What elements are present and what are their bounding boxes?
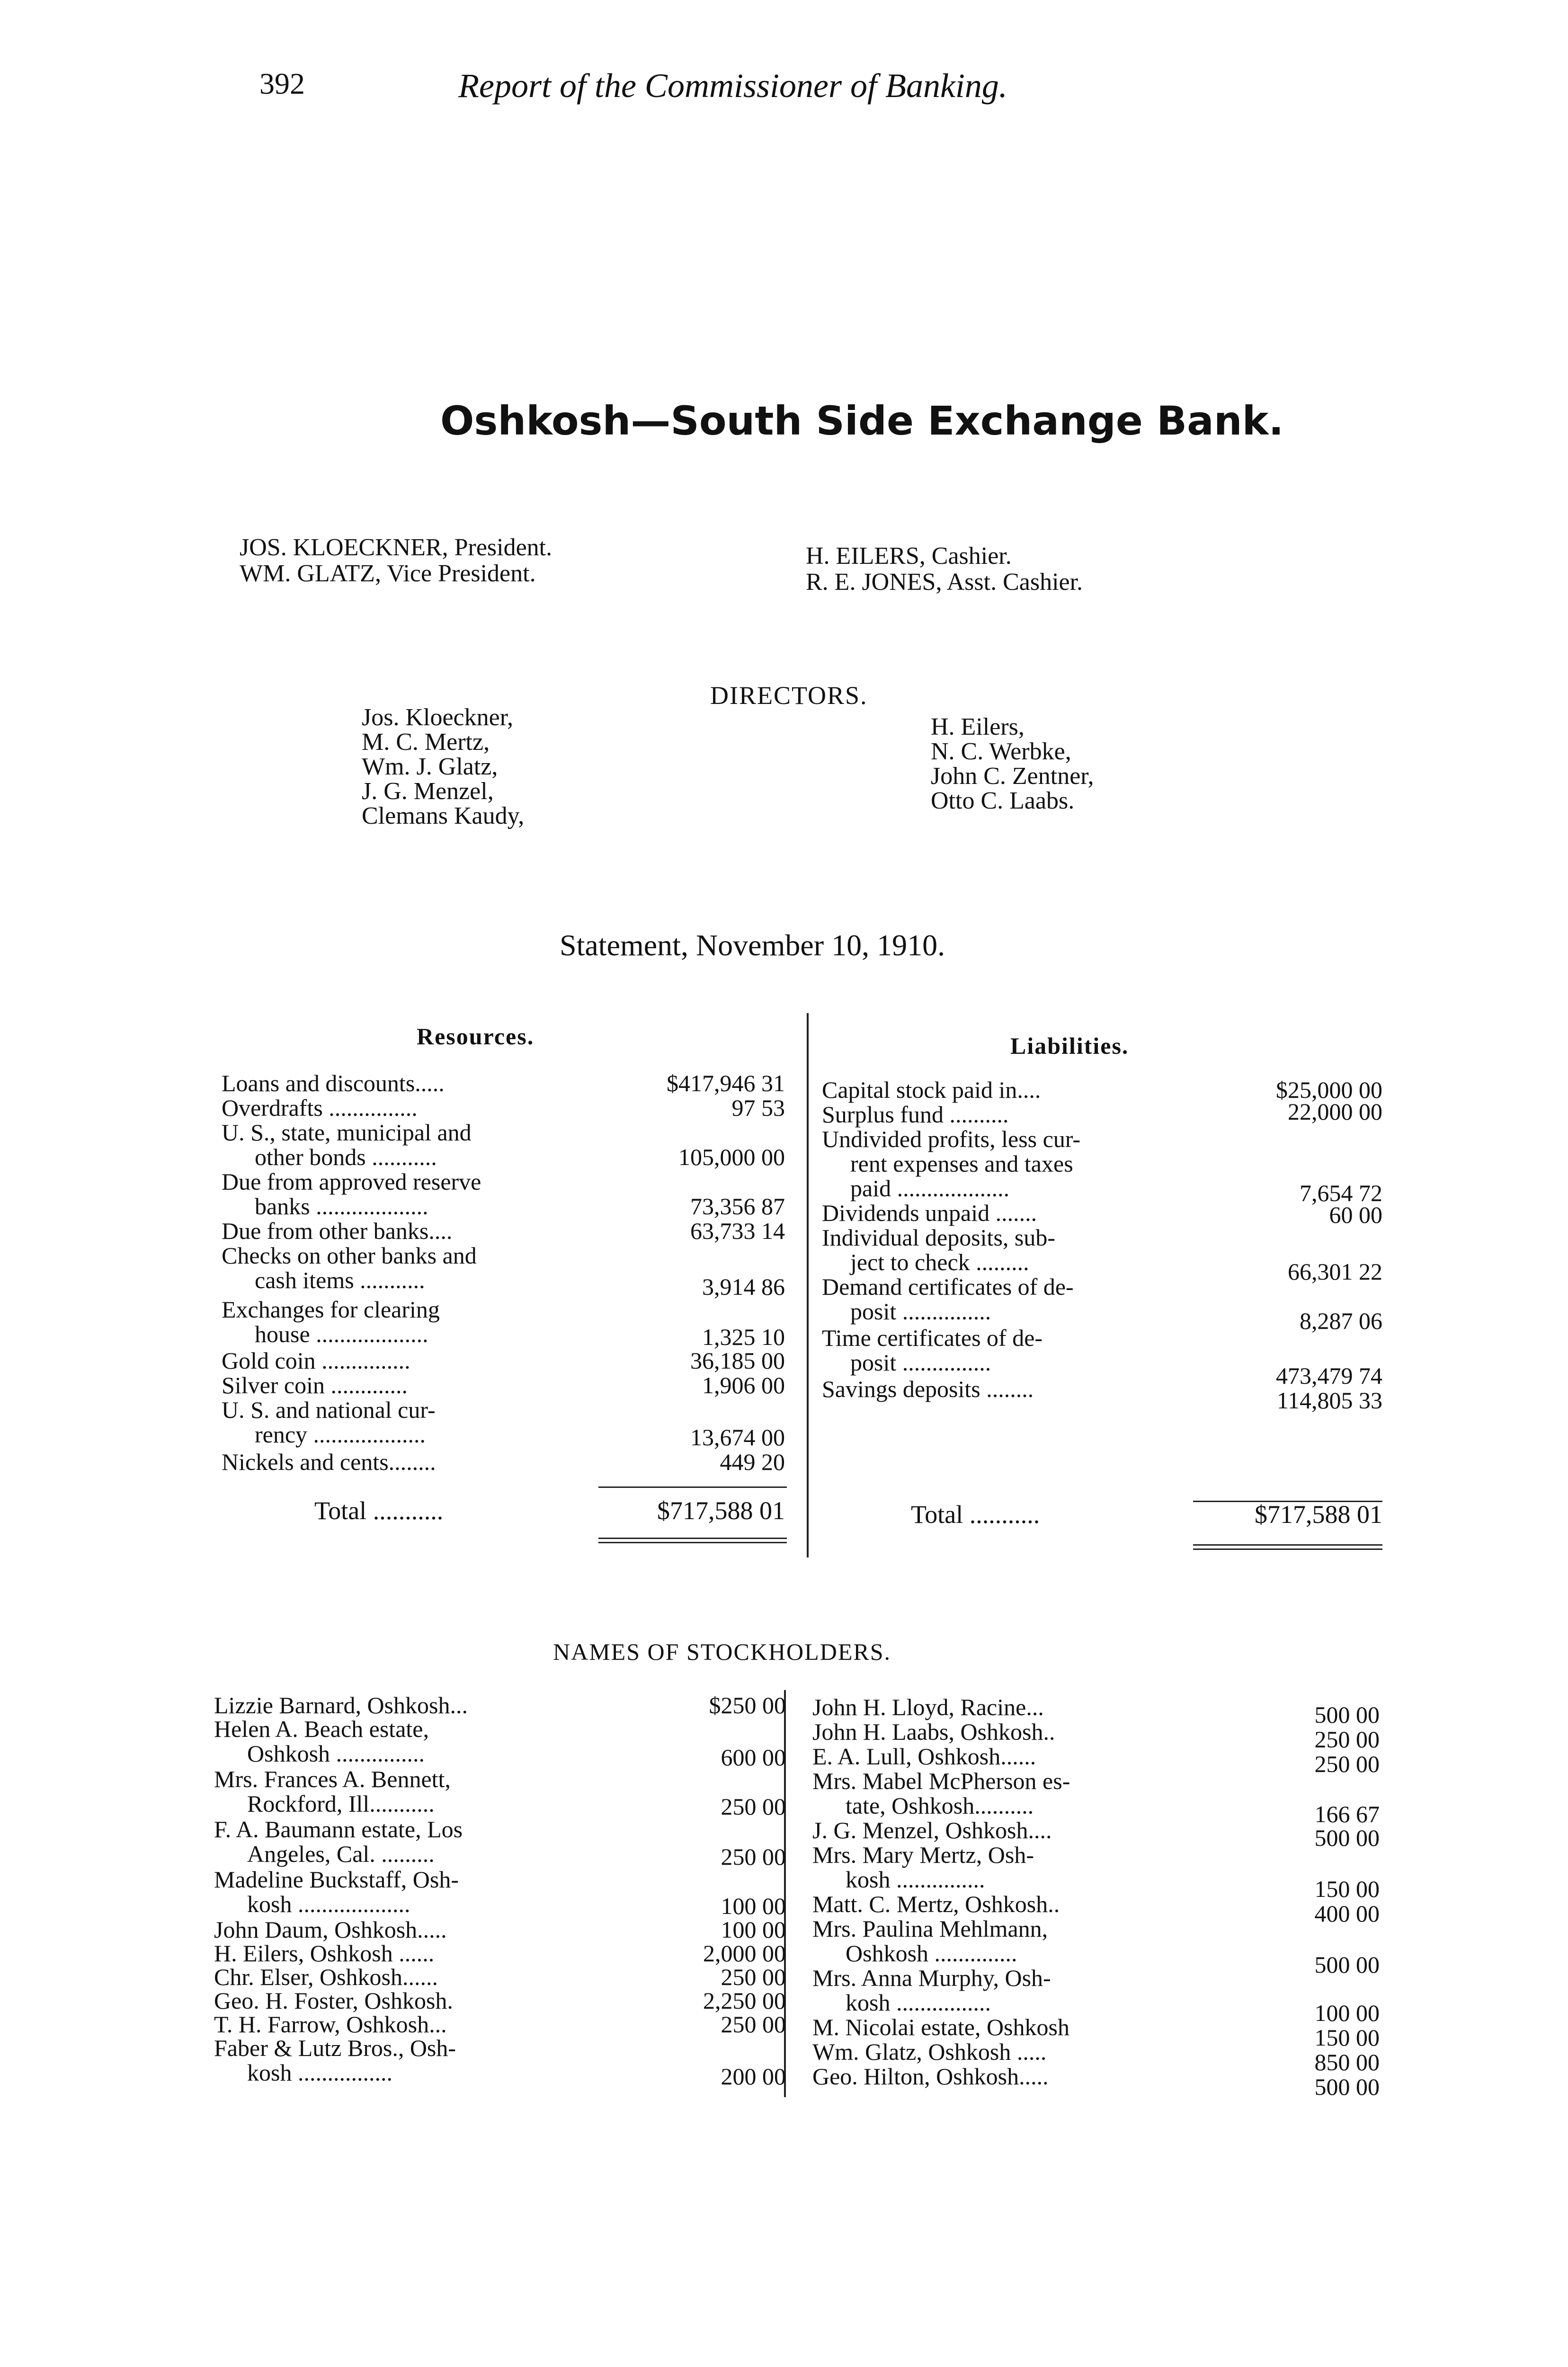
liability-amount: 7,654 72 [1300, 1180, 1382, 1206]
resources-total-rule [598, 1486, 787, 1488]
director-name: J. G. Menzel, [362, 778, 494, 805]
directors-heading: DIRECTORS. [710, 681, 868, 710]
liability-amount: 60 00 [1329, 1201, 1382, 1228]
resource-amount: 63,733 14 [690, 1218, 785, 1244]
stockholder-row: John Daum, Oshkosh..... [214, 1916, 447, 1943]
stockholder-row: John H. Laabs, Oshkosh.. [812, 1718, 1055, 1745]
liabilities-total-amount: $717,588 01 [1255, 1500, 1382, 1529]
resource-row: U. S. and national cur- rency ................... [222, 1397, 436, 1448]
stockholder-row: H. Eilers, Oshkosh ...... [214, 1940, 435, 1967]
stockholder-row: Chr. Elser, Oshkosh...... [214, 1964, 438, 1990]
resources-double-rule [598, 1538, 787, 1543]
officer-vice-president: WM. GLATZ, Vice President. [240, 560, 536, 587]
stockholder-amount: 2,250 00 [703, 1987, 786, 2014]
liability-amount: 22,000 00 [1288, 1098, 1382, 1125]
stockholder-amount: $250 00 [709, 1692, 786, 1718]
stockholder-row: Geo. Hilton, Oshkosh..... [812, 2063, 1049, 2090]
bank-title: Oshkosh—South Side Exchange Bank. [440, 398, 1284, 444]
page-number: 392 [259, 67, 305, 100]
resource-row: Overdrafts ............... [222, 1095, 418, 1121]
stockholder-amount: 250 00 [1314, 1751, 1380, 1777]
stockholder-amount: 166 67 [1314, 1801, 1380, 1827]
statement-divider [807, 1013, 809, 1557]
stockholder-amount: 500 00 [1314, 1824, 1380, 1851]
directors-right-list [931, 715, 1094, 813]
stockholder-row: John H. Lloyd, Racine... [812, 1694, 1044, 1720]
stockholder-row: J. G. Menzel, Oshkosh.... [812, 1817, 1052, 1843]
stockholder-row: M. Nicolai estate, Oshkosh [812, 2014, 1069, 2040]
liability-row: Savings deposits ........ [822, 1376, 1034, 1402]
stockholder-row: Mrs. Mary Mertz, Osh- kosh ............... [812, 1842, 1034, 1893]
stockholder-row: Madeline Buckstaff, Osh- kosh ................... [214, 1866, 459, 1917]
resource-amount: 105,000 00 [678, 1144, 785, 1170]
stockholder-amount: 250 00 [721, 1964, 786, 1990]
stockholder-amount: 100 00 [1314, 2000, 1380, 2026]
officer-asst-cashier: R. E. JONES, Asst. Cashier. [806, 568, 1083, 596]
stockholder-amount: 250 00 [721, 2011, 786, 2038]
liability-row: Demand certificates of de- posit ............... [822, 1273, 1074, 1325]
stockholder-amount: 500 00 [1314, 1951, 1380, 1978]
resources-total-amount: $717,588 01 [657, 1496, 785, 1525]
resource-amount: 73,356 87 [690, 1193, 785, 1219]
resource-row: Gold coin ............... [222, 1347, 410, 1374]
resource-amount: 449 20 [720, 1449, 785, 1475]
running-title: Report of the Commissioner of Banking. [458, 67, 1007, 105]
director-name: H. Eilers, [931, 713, 1025, 740]
liabilities-heading: Liabilities. [1010, 1032, 1129, 1059]
resources-total-label: Total ........... [314, 1496, 444, 1525]
resource-row: Due from approved reserve banks ................... [222, 1168, 481, 1219]
liability-amount: 114,805 33 [1276, 1387, 1382, 1414]
liability-row: Undivided profits, less cur- rent expenses and taxes paid ................... [822, 1126, 1081, 1201]
stockholder-row: Mrs. Frances A. Bennett, Rockford, Ill........... [214, 1766, 451, 1817]
director-name: Wm. J. Glatz, [362, 753, 498, 780]
resource-row: Loans and discounts..... [222, 1070, 445, 1096]
stockholder-row: Matt. C. Mertz, Oshkosh.. [812, 1891, 1060, 1917]
director-name: Clemans Kaudy, [362, 802, 525, 829]
resource-amount: 1,906 00 [702, 1372, 785, 1398]
stockholder-row: T. H. Farrow, Oshkosh... [214, 2011, 447, 2038]
stockholder-amount: 500 00 [1314, 2073, 1380, 2100]
stockholder-row: F. A. Baumann estate, Los Angeles, Cal. ......... [214, 1816, 463, 1867]
liabilities-total-label: Total ........... [911, 1500, 1040, 1529]
stockholder-amount: 100 00 [721, 1916, 786, 1943]
director-name: Otto C. Laabs. [931, 787, 1075, 814]
director-name: N. C. Werbke, [931, 738, 1071, 765]
resource-amount: 3,914 86 [702, 1273, 785, 1300]
stockholder-amount: 850 00 [1314, 2049, 1380, 2075]
stockholder-row: Faber & Lutz Bros., Osh- kosh ................ [214, 2035, 456, 2086]
statement-title: Statement, November 10, 1910. [560, 928, 945, 962]
liability-row: Capital stock paid in.... [822, 1077, 1041, 1103]
stockholder-row: Lizzie Barnard, Oshkosh... [214, 1692, 468, 1718]
resource-amount: 97 53 [731, 1095, 785, 1121]
stockholder-row: Wm. Glatz, Oshkosh ..... [812, 2038, 1047, 2065]
stockholder-row: Mrs. Paulina Mehlmann, Oshkosh .............. [812, 1915, 1048, 1967]
stockholder-amount: 250 00 [721, 1843, 786, 1870]
directors-left-list [362, 705, 524, 828]
director-name: M. C. Mertz, [362, 729, 490, 756]
stockholder-row: Mrs. Mabel McPherson es- tate, Oshkosh.......... [812, 1768, 1070, 1819]
resource-row: Due from other banks.... [222, 1218, 453, 1244]
director-name: Jos. Kloeckner, [362, 704, 513, 731]
stockholder-row: Geo. H. Foster, Oshkosh. [214, 1987, 453, 2014]
stockholder-amount: 600 00 [721, 1744, 786, 1771]
stockholders-heading: NAMES OF STOCKHOLDERS. [553, 1638, 891, 1665]
stockholder-amount: 100 00 [721, 1893, 786, 1919]
resource-amount: 1,325 10 [702, 1324, 785, 1350]
resource-row: Checks on other banks and cash items ........... [222, 1242, 477, 1293]
stockholder-amount: 250 00 [721, 1793, 786, 1820]
officer-cashier: H. EILERS, Cashier. [806, 543, 1012, 570]
resource-amount: $417,946 31 [667, 1070, 785, 1096]
resource-amount: 36,185 00 [690, 1347, 785, 1374]
resource-row: Exchanges for clearing house ................... [222, 1296, 440, 1347]
stockholder-amount: 500 00 [1314, 1701, 1380, 1728]
officers-left [240, 535, 552, 587]
resources-heading: Resources. [417, 1023, 535, 1050]
liability-row: Individual deposits, sub- ject to check ......... [822, 1224, 1056, 1275]
liability-amount: 66,301 22 [1288, 1258, 1382, 1285]
director-name: John C. Zentner, [931, 763, 1094, 790]
stockholder-amount: 150 00 [1314, 1876, 1380, 1902]
resource-amount: 13,674 00 [690, 1424, 785, 1450]
stockholder-amount: 400 00 [1314, 1900, 1380, 1927]
stockholder-row: Mrs. Anna Murphy, Osh- kosh ................ [812, 1965, 1051, 2016]
liability-amount: $25,000 00 [1276, 1077, 1382, 1103]
liability-amount: 473,479 74 [1276, 1362, 1382, 1389]
liability-row: Time certificates of de- posit ............... [822, 1325, 1043, 1376]
stockholder-amount: 250 00 [1314, 1726, 1380, 1753]
stockholder-amount: 150 00 [1314, 2024, 1380, 2051]
liability-amount: 8,287 06 [1300, 1308, 1382, 1334]
liability-row: Dividends unpaid ....... [822, 1200, 1037, 1226]
stockholder-row: Helen A. Beach estate, Oshkosh ............... [214, 1716, 429, 1767]
liability-row: Surplus fund .......... [822, 1101, 1009, 1128]
stockholder-row: E. A. Lull, Oshkosh...... [812, 1743, 1036, 1770]
resource-row: U. S., state, municipal and other bonds ........... [222, 1119, 472, 1170]
stockholder-amount: 200 00 [721, 2063, 786, 2090]
resource-row: Silver coin ............. [222, 1372, 408, 1398]
officer-president: JOS. KLOECKNER, President. [240, 534, 552, 561]
stockholder-amount: 2,000 00 [703, 1940, 786, 1967]
liabilities-double-rule [1193, 1544, 1382, 1550]
officers-right [806, 543, 1083, 595]
resource-row: Nickels and cents........ [222, 1449, 436, 1475]
